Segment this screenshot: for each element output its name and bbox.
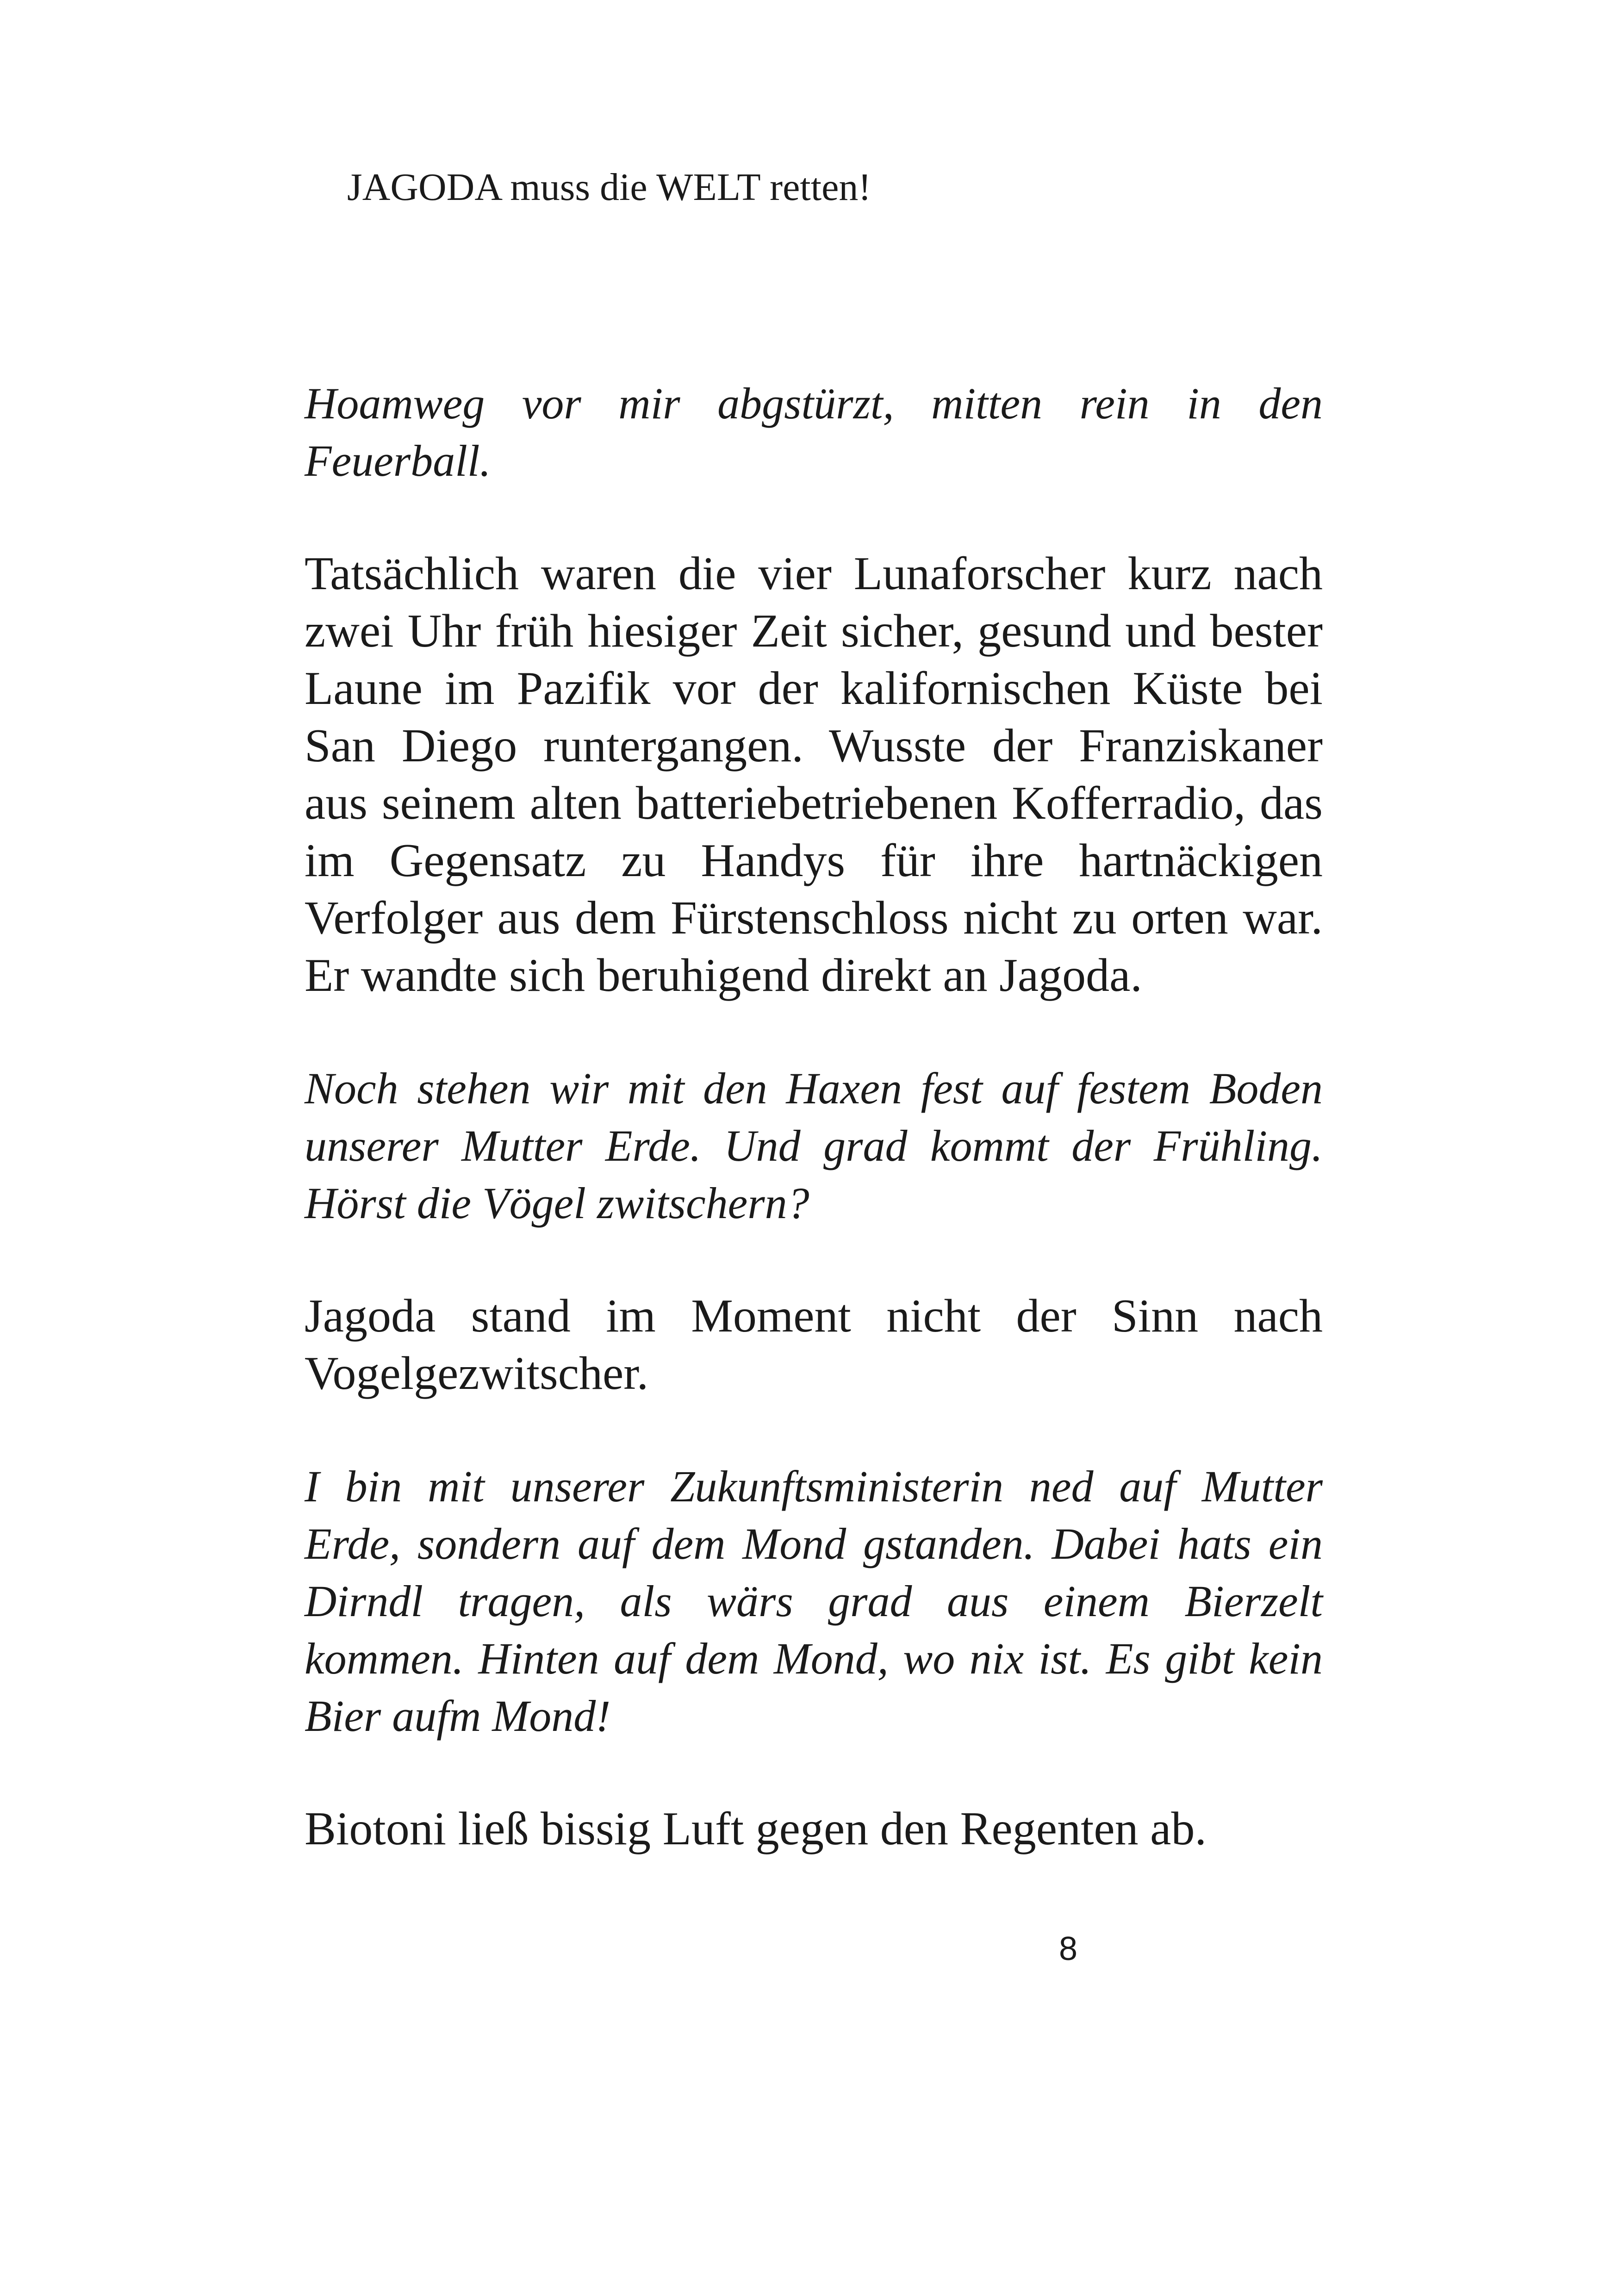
narrative-paragraph: Biotoni ließ bissig Luft gegen den Regenten ab. — [305, 1803, 1207, 1855]
narrative-paragraph: Tatsächlich waren die vier Lunaforscher kurz nach zwei Uhr früh hiesiger Zeit sicher, gesund und bester Laune im Pazifik vor der kalifornischen Küste bei San Diego runtergangen. Wusste der Franziskaner aus seinem alten batteriebetriebenen Kofferradio, das im Gegensatz zu Handys für ihre hartnäckigen Verfolger aus dem Fürstenschloss nicht zu orten war. Er wandte sich beruhigend direkt an Jagoda. — [305, 548, 1323, 1002]
running-header: JAGODA muss die WELT retten! — [347, 166, 871, 209]
page-number: 8 — [1059, 1930, 1078, 1967]
dialogue-paragraph: I bin mit unserer Zukunftsministerin ned auf Mutter Erde, sondern auf dem Mond gstanden. Dabei hats ein Dirndl tragen, als wärs grad aus einem Bierzelt kommen. Hinten auf dem Mond, wo nix ist. Es gibt kein Bier aufm Mond! — [305, 1462, 1323, 1741]
dialogue-paragraph: Noch stehen wir mit den Haxen fest auf festem Boden unserer Mutter Erde. Und grad kommt der Frühling. Hörst die Vögel zwitschern? — [305, 1064, 1323, 1228]
page-body — [305, 375, 1323, 1913]
dialogue-paragraph: Hoamweg vor mir abgstürzt, mitten rein in den Feuerball. — [305, 379, 1323, 485]
narrative-paragraph: Jagoda stand im Moment nicht der Sinn nach Vogelgezwitscher. — [305, 1290, 1323, 1400]
